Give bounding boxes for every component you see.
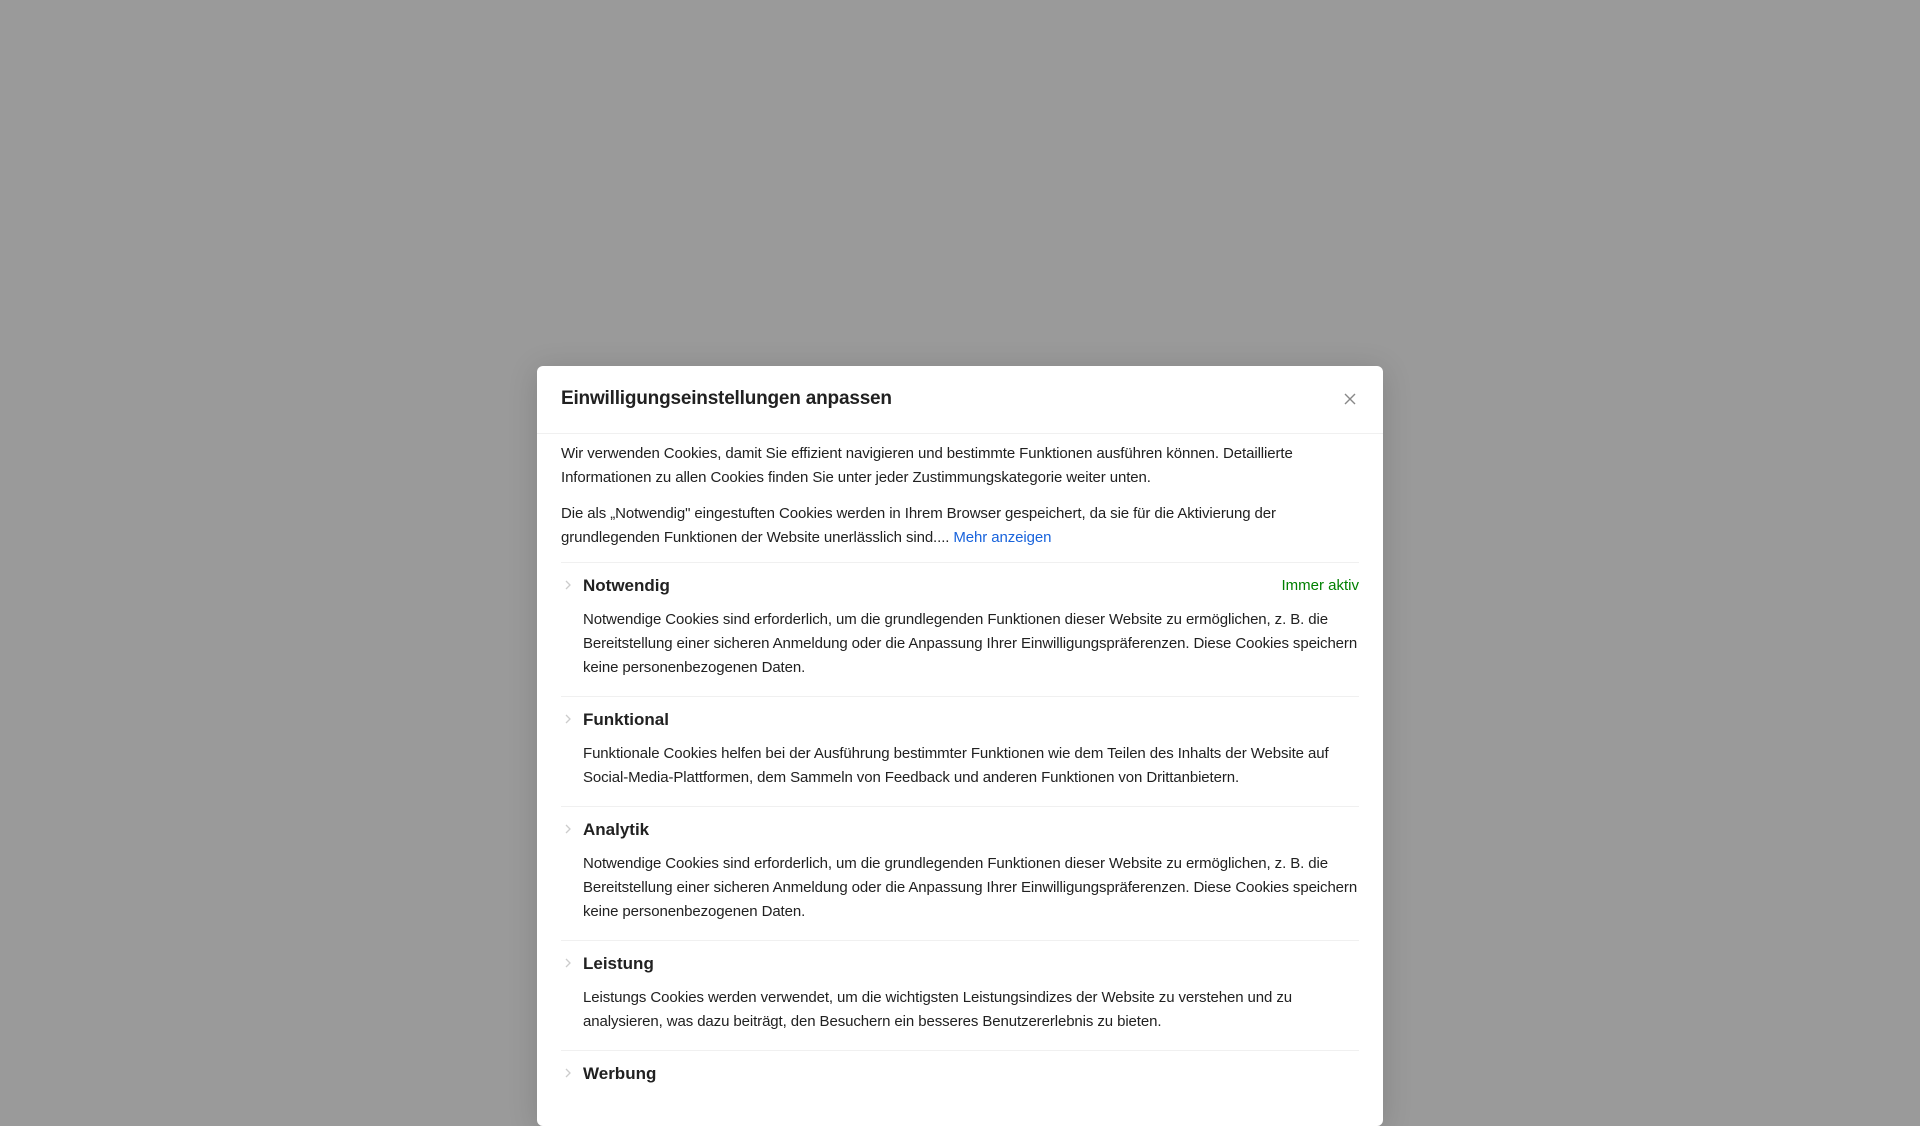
category-werbung[interactable]: [561, 1050, 1359, 1102]
category-title[interactable]: Werbung: [583, 1064, 657, 1083]
consent-preferences-dialog: [537, 366, 1383, 1126]
intro-text: Wir verwenden Cookies, damit Sie effizient navigieren und bestimmte Funktionen ausführen können. Detaillierte Informationen zu allen Cookies finden Sie unter jeder Zustimmungskategorie weiter unten.: [561, 445, 1293, 486]
category-description: Leistungs Cookies werden verwendet, um die wichtigsten Leistungsindizes der Website zu verstehen und zu analysieren, was dazu beiträgt, den Besuchern ein besseres Benutzererlebnis zu bieten.: [583, 989, 1292, 1030]
category-notwendig[interactable]: [561, 562, 1359, 696]
category-description: Notwendige Cookies sind erforderlich, um die grundlegenden Funktionen dieser Website zu ermöglichen, z. B. die Bereitstellung einer sicheren Anmeldung oder die Anpassung Ihrer Einwilligungspräferenzen. Diese Cookies speichern keine personenbezogenen Daten.: [583, 855, 1358, 920]
category-title[interactable]: Analytik: [583, 820, 650, 839]
show-more-link[interactable]: Mehr anzeigen: [953, 529, 1052, 546]
close-icon[interactable]: [1339, 388, 1361, 410]
category-description: Notwendige Cookies sind erforderlich, um die grundlegenden Funktionen dieser Website zu ermöglichen, z. B. die Bereitstellung einer sicheren Anmeldung oder die Anpassung Ihrer Einwilligungspräferenzen. Diese Cookies speichern keine personenbezogenen Daten.: [583, 611, 1358, 676]
always-active-badge: Immer aktiv: [1281, 577, 1359, 594]
dialog-title: Einwilligungseinstellungen anpassen: [561, 388, 892, 409]
intro-necessary-text: Die als „Notwendig" eingestuften Cookies werden in Ihrem Browser gespeichert, da sie für die Aktivierung der grundlegenden Funktionen der Website unerlässlich sind....: [561, 505, 1276, 546]
chevron-right-icon[interactable]: [563, 1066, 573, 1080]
category-funktional[interactable]: [561, 696, 1359, 806]
chevron-right-icon[interactable]: [563, 822, 573, 836]
intro-text-necessary: [561, 502, 1359, 550]
chevron-right-icon[interactable]: [563, 956, 573, 970]
chevron-right-icon[interactable]: [563, 712, 573, 726]
dialog-header: [537, 366, 1383, 434]
category-title[interactable]: Leistung: [583, 954, 654, 973]
category-leistung[interactable]: [561, 940, 1359, 1050]
chevron-right-icon[interactable]: [563, 578, 573, 592]
category-title[interactable]: Funktional: [583, 710, 669, 729]
category-title[interactable]: Notwendig: [583, 576, 670, 595]
dialog-body: [537, 434, 1383, 1102]
category-analytik[interactable]: [561, 806, 1359, 940]
category-description: Funktionale Cookies helfen bei der Ausführung bestimmter Funktionen wie dem Teilen des Inhalts der Website auf Social-Media-Plattformen, dem Sammeln von Feedback und anderen Funktionen von Drittanbietern.: [583, 745, 1329, 786]
